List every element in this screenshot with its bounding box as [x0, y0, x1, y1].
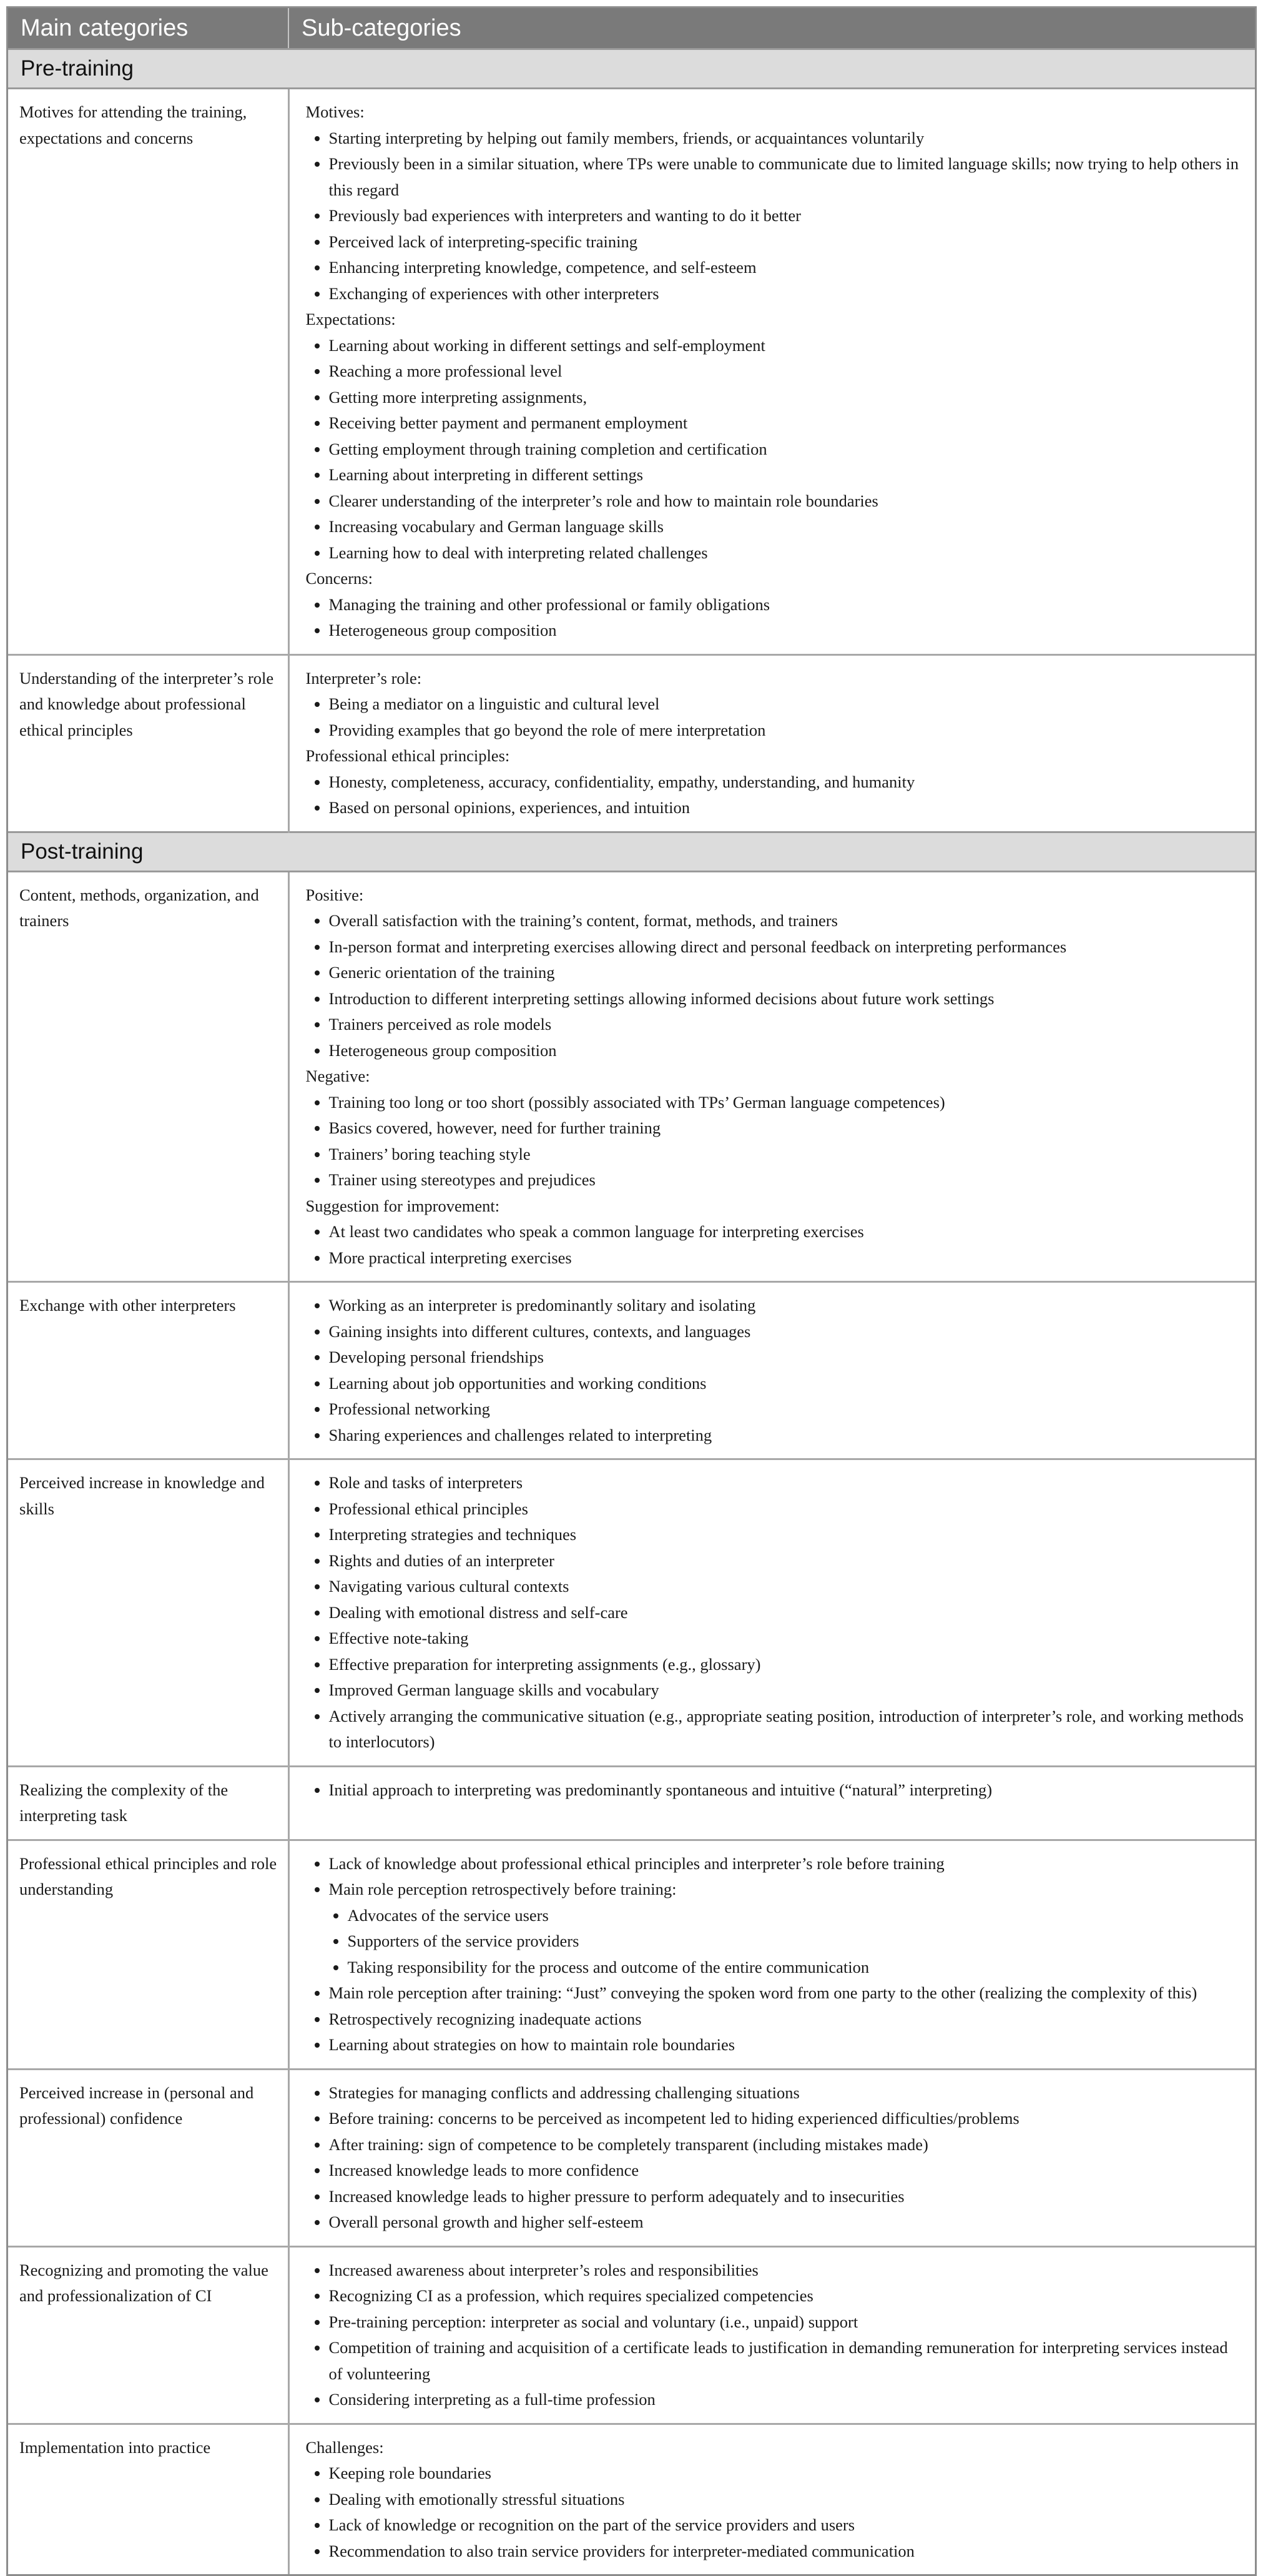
nested-list-item: • Taking responsibility for the process and outcome of the entire communication — [348, 1955, 1244, 1981]
group-heading: Suggestion for improvement: — [305, 1196, 500, 1215]
bullet-list — [306, 333, 1244, 566]
table-row — [8, 2424, 1255, 2574]
list-item: • More practical interpreting exercises — [329, 1245, 1244, 1271]
section-title: Post-training — [8, 832, 1255, 871]
table-row — [8, 1459, 1255, 1767]
section-row — [8, 49, 1255, 89]
sub-categories-cell — [288, 871, 1255, 1282]
list-item: • Basics covered, however, need for further training — [329, 1115, 1244, 1142]
list-item: • Developing personal friendships — [329, 1345, 1244, 1371]
main-category: Motives for attending the training, expectations and concerns — [8, 89, 288, 655]
categories-table-container — [6, 6, 1257, 2576]
list-item: • Being a mediator on a linguistic and cultural level — [329, 691, 1244, 718]
list-item: • Considering interpreting as a full-time profession — [329, 2387, 1244, 2413]
list-item: • Trainer using stereotypes and prejudices — [329, 1167, 1244, 1193]
list-item: • In-person format and interpreting exercises allowing direct and personal feedback on interpreting performances — [329, 934, 1244, 960]
bullet-list — [306, 769, 1244, 821]
group-heading: Motives: — [305, 102, 365, 121]
list-item: • Clearer understanding of the interpreter’s role and how to maintain role boundaries — [329, 488, 1244, 515]
table-row — [8, 2246, 1255, 2424]
group-heading: Interpreter’s role: — [305, 668, 422, 688]
list-item: • Exchanging of experiences with other interpreters — [329, 281, 1244, 307]
list-item: • Providing examples that go beyond the role of mere interpretation — [329, 718, 1244, 744]
list-item: • Sharing experiences and challenges related to interpreting — [329, 1423, 1244, 1449]
list-item: • Lack of knowledge or recognition on the part of the service providers and users — [329, 2512, 1244, 2539]
sub-categories-cell — [288, 1459, 1255, 1767]
main-category: Perceived increase in knowledge and skills — [8, 1459, 288, 1767]
list-item: • Professional ethical principles — [329, 1496, 1244, 1522]
list-item: • Main role perception after training: “Just” conveying the spoken word from one party to the other (realizing the complexity of this) — [329, 1980, 1244, 2006]
bullet-list — [306, 1470, 1244, 1755]
list-item: • Starting interpreting by helping out family members, friends, or acquaintances voluntarily — [329, 126, 1244, 152]
list-item: • After training: sign of competence to be completely transparent (including mistakes made) — [329, 2132, 1244, 2158]
list-item: • Effective note-taking — [329, 1626, 1244, 1652]
table-row — [8, 1766, 1255, 1840]
list-item: • Heterogeneous group composition — [329, 618, 1244, 644]
list-item: • Initial approach to interpreting was predominantly spontaneous and intuitive (“natural” interpreting) — [329, 1777, 1244, 1804]
list-item: • Trainers’ boring teaching style — [329, 1142, 1244, 1168]
list-item: • Previously been in a similar situation, where TPs were unable to communicate due to limited language skills; now trying to help others in this regard — [329, 151, 1244, 203]
group-heading: Negative: — [305, 1067, 370, 1085]
list-item: • Keeping role boundaries — [329, 2460, 1244, 2487]
list-item: • Pre-training perception: interpreter as social and voluntary (i.e., unpaid) support — [329, 2309, 1244, 2336]
list-item: • Lack of knowledge about professional ethical principles and interpreter’s role before training — [329, 1851, 1244, 1877]
list-item: • Increased awareness about interpreter’s roles and responsibilities — [329, 2258, 1244, 2284]
bullet-list — [306, 126, 1244, 307]
table-row — [8, 654, 1255, 832]
list-item: • Increasing vocabulary and German language skills — [329, 514, 1244, 540]
group-heading: Professional ethical principles: — [305, 746, 510, 765]
bullet-list — [306, 1851, 1244, 2058]
list-item: • Learning about strategies on how to maintain role boundaries — [329, 2032, 1244, 2058]
bullet-list — [306, 592, 1244, 644]
list-item: • Based on personal opinions, experiences, and intuition — [329, 795, 1244, 821]
main-category: Recognizing and promoting the value and professionalization of CI — [8, 2246, 288, 2424]
group-heading: Concerns: — [305, 569, 373, 588]
list-item: • Improved German language skills and vocabulary — [329, 1677, 1244, 1704]
list-item: • Role and tasks of interpreters — [329, 1470, 1244, 1496]
list-item: • Retrospectively recognizing inadequate actions — [329, 2006, 1244, 2033]
list-item: • Heterogeneous group composition — [329, 1038, 1244, 1064]
sub-categories-cell — [288, 2069, 1255, 2246]
group-heading: Positive: — [305, 885, 364, 904]
nested-list-item: • Supporters of the service providers — [348, 1928, 1244, 1955]
bullet-list — [306, 1293, 1244, 1448]
sub-categories-cell — [288, 2246, 1255, 2424]
sub-categories-cell — [288, 1840, 1255, 2069]
bullet-list — [306, 2460, 1244, 2564]
bullet-list — [306, 691, 1244, 743]
list-item: • Before training: concerns to be perceived as incompetent led to hiding experienced difficulties/problems — [329, 2106, 1244, 2132]
table-row — [8, 871, 1255, 1282]
nested-bullet-list — [329, 1903, 1244, 1981]
header-sub-categories: Sub-categories — [288, 8, 1255, 49]
list-item — [329, 1877, 1244, 1980]
list-item: • Overall satisfaction with the training’s content, format, methods, and trainers — [329, 908, 1244, 934]
sub-categories-cell — [288, 654, 1255, 832]
list-item: • Introduction to different interpreting settings allowing informed decisions about future work settings — [329, 986, 1244, 1012]
table-row — [8, 89, 1255, 655]
list-item: • Trainers perceived as role models — [329, 1012, 1244, 1038]
categories-table — [8, 8, 1255, 2574]
section-title: Pre-training — [8, 49, 1255, 89]
list-item: • Getting more interpreting assignments, — [329, 385, 1244, 411]
group-heading: Expectations: — [305, 310, 396, 328]
main-category: Realizing the complexity of the interpreting task — [8, 1766, 288, 1840]
bullet-list — [306, 908, 1244, 1063]
list-item: • Professional networking — [329, 1396, 1244, 1423]
list-item: • Learning how to deal with interpreting related challenges — [329, 540, 1244, 566]
list-item: • Rights and duties of an interpreter — [329, 1548, 1244, 1574]
list-item: • Increased knowledge leads to more confidence — [329, 2158, 1244, 2184]
list-item: • Managing the training and other professional or family obligations — [329, 592, 1244, 618]
section-row — [8, 832, 1255, 871]
table-row — [8, 2069, 1255, 2246]
list-item: • Recognizing CI as a profession, which requires specialized competencies — [329, 2283, 1244, 2309]
list-item: • Learning about job opportunities and working conditions — [329, 1371, 1244, 1397]
main-category: Content, methods, organization, and trainers — [8, 871, 288, 1282]
list-item: • Competition of training and acquisition of a certificate leads to justification in demanding remuneration for interpreting services instead of volunteering — [329, 2335, 1244, 2387]
list-item: • Working as an interpreter is predominantly solitary and isolating — [329, 1293, 1244, 1319]
list-item: • Recommendation to also train service providers for interpreter-mediated communication — [329, 2539, 1244, 2565]
list-item: • Overall personal growth and higher self-esteem — [329, 2209, 1244, 2236]
main-category: Exchange with other interpreters — [8, 1282, 288, 1459]
bullet-list — [306, 2080, 1244, 2236]
sub-categories-cell — [288, 89, 1255, 655]
bullet-list — [306, 1219, 1244, 1271]
main-category: Understanding of the interpreter’s role and knowledge about professional ethical principles — [8, 654, 288, 832]
main-category: Implementation into practice — [8, 2424, 288, 2574]
list-item: • Receiving better payment and permanent employment — [329, 410, 1244, 437]
sub-categories-cell — [288, 1282, 1255, 1459]
header-main-categories: Main categories — [8, 8, 288, 49]
list-item: • Reaching a more professional level — [329, 358, 1244, 385]
list-item: • Learning about working in different settings and self-employment — [329, 333, 1244, 359]
table-body — [8, 49, 1255, 2575]
group-heading: Challenges: — [305, 2437, 384, 2457]
list-item: • Gaining insights into different cultures, contexts, and languages — [329, 1319, 1244, 1345]
list-item: • Perceived lack of interpreting-specific training — [329, 229, 1244, 255]
sub-categories-cell — [288, 2424, 1255, 2574]
list-item: • Navigating various cultural contexts — [329, 1574, 1244, 1600]
main-category: Perceived increase in (personal and professional) confidence — [8, 2069, 288, 2246]
main-category: Professional ethical principles and role understanding — [8, 1840, 288, 2069]
table-row — [8, 1840, 1255, 2069]
bullet-list — [306, 1777, 1244, 1804]
list-item: • Dealing with emotionally stressful situations — [329, 2487, 1244, 2513]
list-item: • Enhancing interpreting knowledge, competence, and self-esteem — [329, 255, 1244, 281]
list-item: • At least two candidates who speak a common language for interpreting exercises — [329, 1219, 1244, 1245]
bullet-list — [306, 2258, 1244, 2413]
nested-list-item: • Advocates of the service users — [348, 1903, 1244, 1929]
table-header — [8, 8, 1255, 49]
list-item: • Increased knowledge leads to higher pressure to perform adequately and to insecurities — [329, 2184, 1244, 2210]
list-item: • Effective preparation for interpreting assignments (e.g., glossary) — [329, 1652, 1244, 1678]
list-item: • Honesty, completeness, accuracy, confidentiality, empathy, understanding, and humanity — [329, 769, 1244, 796]
list-item: • Learning about interpreting in different settings — [329, 462, 1244, 488]
list-item: • Getting employment through training completion and certification — [329, 437, 1244, 463]
list-item-text: Main role perception retrospectively before training: — [328, 1880, 677, 1898]
list-item: • Strategies for managing conflicts and addressing challenging situations — [329, 2080, 1244, 2106]
list-item: • Interpreting strategies and techniques — [329, 1522, 1244, 1548]
list-item: • Generic orientation of the training — [329, 960, 1244, 986]
list-item: • Training too long or too short (possibly associated with TPs’ German language competences) — [329, 1090, 1244, 1116]
sub-categories-cell — [288, 1766, 1255, 1840]
list-item: • Actively arranging the communicative situation (e.g., appropriate seating position, introduction of interpreter’s role, and working methods to interlocutors) — [329, 1704, 1244, 1755]
bullet-list — [306, 1090, 1244, 1193]
table-row — [8, 1282, 1255, 1459]
list-item: • Previously bad experiences with interpreters and wanting to do it better — [329, 203, 1244, 229]
list-item: • Dealing with emotional distress and self-care — [329, 1600, 1244, 1626]
